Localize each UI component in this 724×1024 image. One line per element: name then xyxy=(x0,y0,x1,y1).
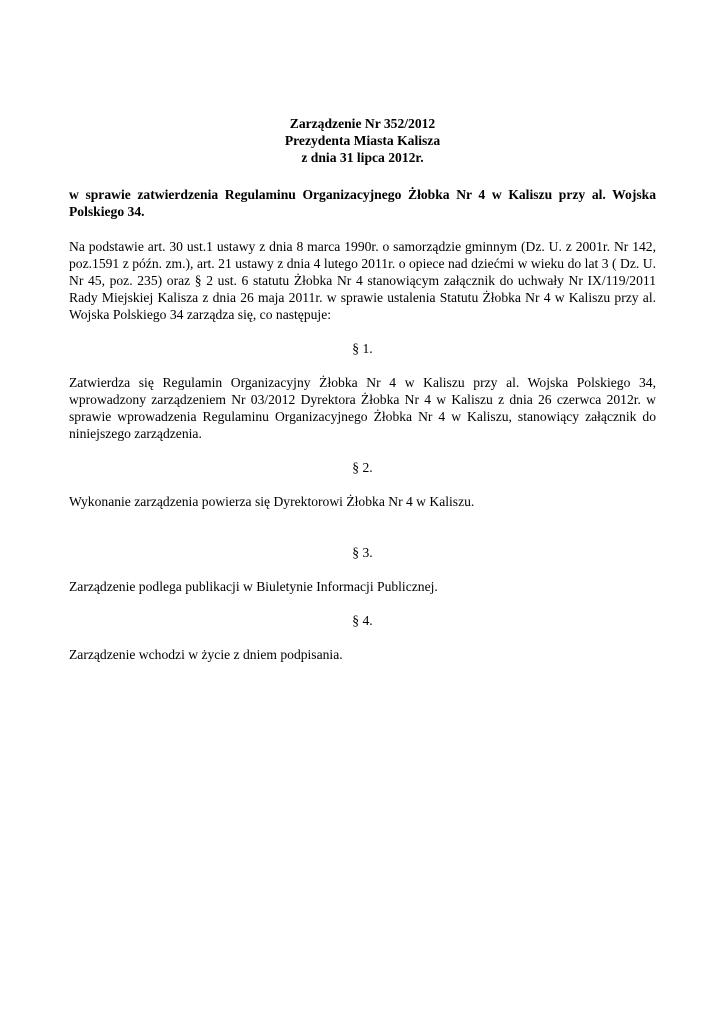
document-subject: w sprawie zatwierdzenia Regulaminu Organizacyjnego Żłobka Nr 4 w Kaliszu przy al. Wojska Polskiego 34. xyxy=(69,187,656,219)
section-3-text: Zarządzenie podlega publikacji w Biuletynie Informacji Publicznej. xyxy=(69,579,438,594)
ordinance-number: Zarządzenie Nr 352/2012 xyxy=(289,116,436,131)
issuer: Prezydenta Miasta Kalisza xyxy=(284,133,441,148)
section-1-text: Zatwierdza się Regulamin Organizacyjny Żłobka Nr 4 w Kaliszu przy al. Wojska Polskiego 34, wprowadzony zarządzeniem Nr 03/2012 Dyrektora Żłobka Nr 4 w Kaliszu z dnia 26 czerwca 2012r. w sprawie wprowadzenia Regulaminu Organizacyjnego Żłobka Nr 4 w Kaliszu, stanowiący załącznik do niniejszego zarządzenia. xyxy=(69,375,656,441)
section-2-heading: § 2. xyxy=(352,460,373,475)
section-4-text: Zarządzenie wchodzi w życie z dniem podpisania. xyxy=(69,647,343,662)
section-2-text: Wykonanie zarządzenia powierza się Dyrektorowi Żłobka Nr 4 w Kaliszu. xyxy=(69,494,475,509)
legal-basis-paragraph: Na podstawie art. 30 ust.1 ustawy z dnia 8 marca 1990r. o samorządzie gminnym (Dz. U. z 2001r. Nr 142, poz.1591 z późn. zm.), art. 21 ustawy z dnia 4 lutego 2011r. o opiece nad dziećmi w wieku do lat 3 ( Dz. U. Nr 45, poz. 235) oraz § 2 ust. 6 statutu Żłobka Nr 4 stanowiącym załącznik do uchwały Nr IX/119/2011 Rady Miejskiej Kalisza z dnia 26 maja 2011r. w sprawie ustalenia Statutu Żłobka Nr 4 w Kaliszu przy al. Wojska Polskiego 34 zarządza się, co następuje: xyxy=(69,239,656,322)
section-4-heading: § 4. xyxy=(352,613,373,628)
document-header xyxy=(69,115,656,166)
section-3-heading: § 3. xyxy=(352,545,373,560)
document-body xyxy=(69,115,656,663)
section-1-heading: § 1. xyxy=(352,341,373,356)
issue-date: z dnia 31 lipca 2012r. xyxy=(301,150,424,165)
